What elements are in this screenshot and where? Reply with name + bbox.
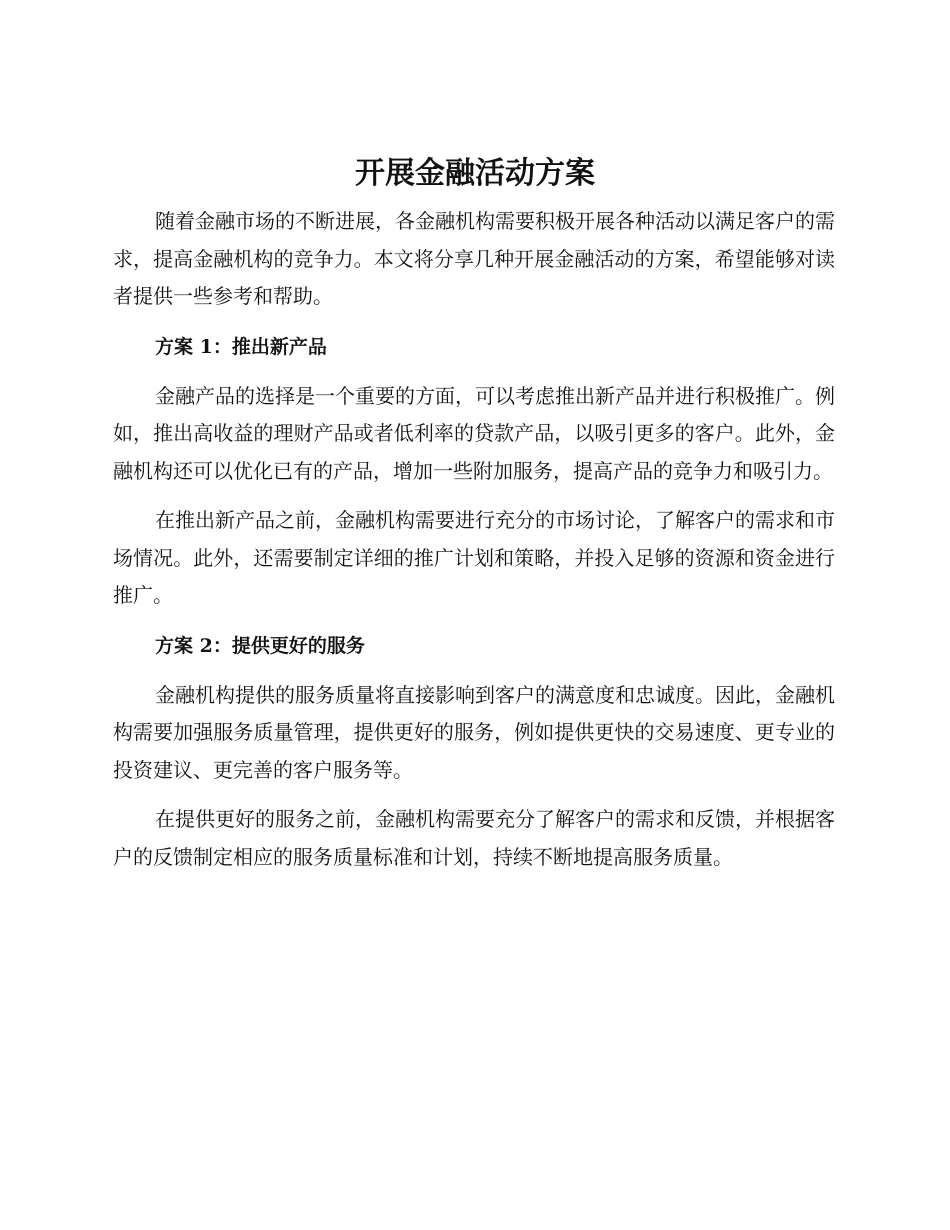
section-heading-plan-2: 方案 2：提供更好的服务: [155, 634, 365, 657]
plan-2-paragraph-2: 在提供更好的服务之前，金融机构需要充分了解客户的需求和反馈，并根据客户的反馈制定相应的服务质量标准和计划，持续不断地提高服务质量。: [113, 807, 835, 869]
plan-2-paragraph-1: 金融机构提供的服务质量将直接影响到客户的满意度和忠诚度。因此，金融机构需要加强服务质量管理，提供更好的服务，例如提供更快的交易速度、更专业的投资建议、更完善的客户服务等。: [113, 682, 835, 782]
intro-paragraph: 随着金融市场的不断进展，各金融机构需要积极开展各种活动以满足客户的需求，提高金融机构的竞争力。本文将分享几种开展金融活动的方案，希望能够对读者提供一些参考和帮助。: [113, 209, 835, 308]
document-body: [113, 203, 835, 888]
plan-1-paragraph-1: 金融产品的选择是一个重要的方面，可以考虑推出新产品并进行积极推广。例如，推出高收益的理财产品或者低利率的贷款产品，以吸引更多的客户。此外，金融机构还可以优化已有的产品，增加一些附加服务，提高产品的竞争力和吸引力。: [113, 383, 835, 483]
plan-1-paragraph-2: 在推出新产品之前，金融机构需要进行充分的市场讨论，了解客户的需求和市场情况。此外，还需要制定详细的推广计划和策略，并投入足够的资源和资金进行推广。: [113, 508, 835, 607]
document-title: 开展金融活动方案: [355, 156, 595, 191]
section-heading-plan-1: 方案 1：推出新产品: [155, 335, 327, 358]
